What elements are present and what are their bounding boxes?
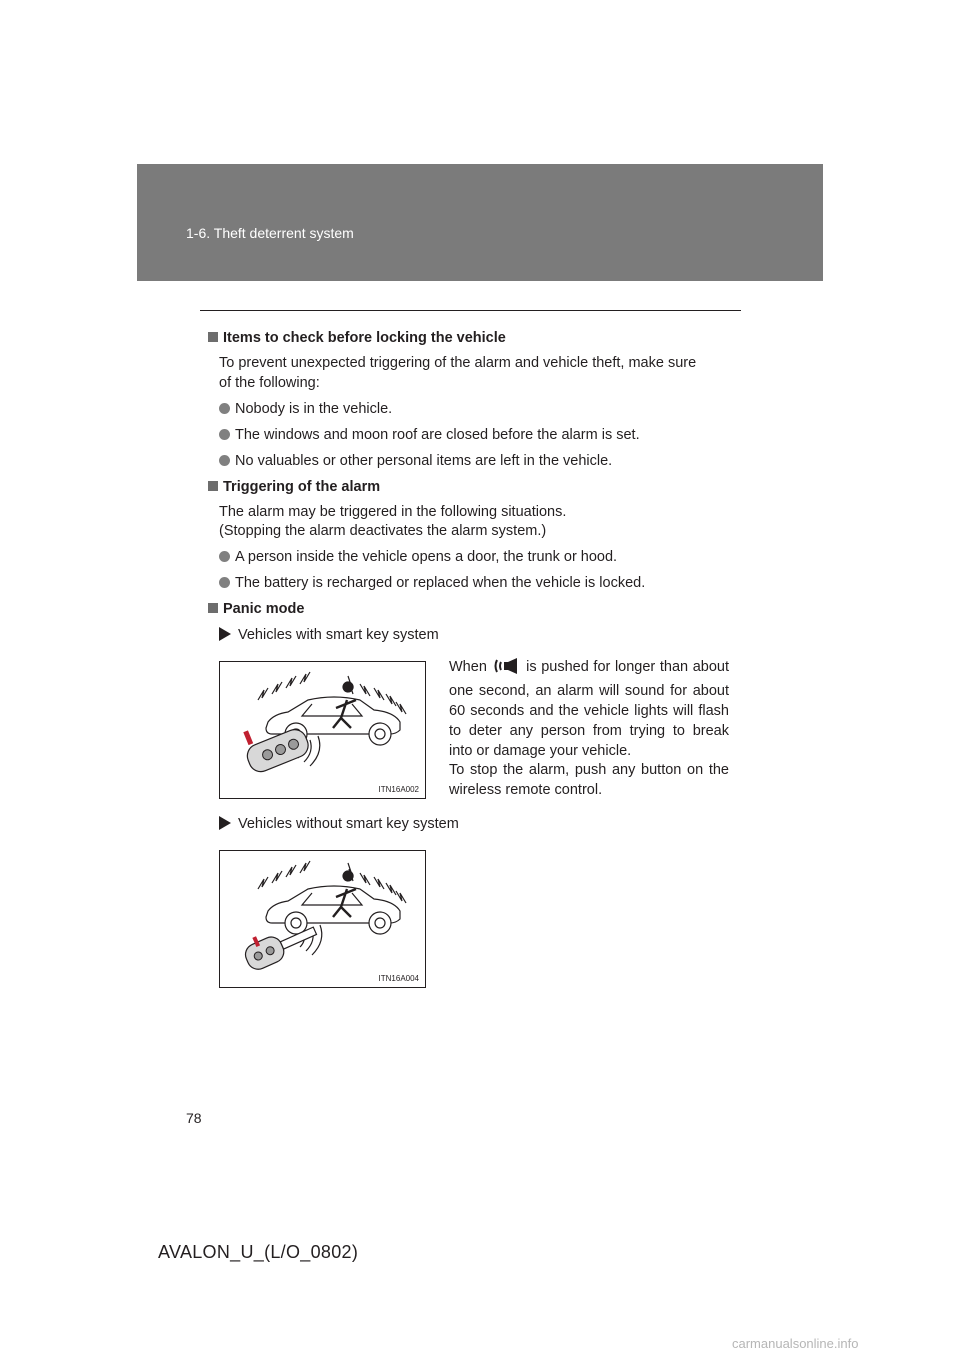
triggering-line2: (Stopping the alarm deactivates the alarm system.) (219, 523, 547, 539)
figure-code: ITN16A004 (378, 974, 419, 983)
bullet-item: No valuables or other personal items are left in the vehicle. (219, 451, 612, 471)
watermark[interactable]: carmanualsonline.info (732, 1336, 859, 1351)
bullet-item: A person inside the vehicle opens a door, the trunk or hood. (219, 547, 617, 567)
bullet-item: The battery is recharged or replaced when the vehicle is locked. (219, 573, 645, 593)
panic-heading: Panic mode (208, 599, 304, 619)
items-check-intro-line1: To prevent unexpected triggering of the alarm and vehicle theft, make sure (219, 355, 697, 371)
items-check-heading: Items to check before locking the vehicle (208, 328, 506, 348)
circle-bullet-icon (219, 429, 230, 440)
items-check-intro-line2: of the following: (219, 375, 320, 391)
panic-description: When is pushed for longer than about one second, an alarm will sound for about 60 seconds and the vehicle lights will flash to deter any person from trying to break into or damage your vehicle. (449, 659, 730, 759)
car-alarm-remote-key-illustration (220, 851, 425, 987)
figure-wireless-remote-alarm (219, 850, 426, 988)
divider-rule (200, 310, 741, 311)
car-alarm-smart-key-illustration (220, 662, 425, 798)
smart-key-label: Vehicles with smart key system (219, 625, 439, 645)
header-band (137, 164, 823, 281)
circle-bullet-icon (219, 455, 230, 466)
square-bullet-icon (208, 481, 218, 491)
circle-bullet-icon (219, 577, 230, 588)
bullet-item: The windows and moon roof are closed before the alarm is set. (219, 425, 640, 445)
panic-button-icon (494, 657, 520, 681)
figure-code: ITN16A002 (378, 785, 419, 794)
section-title: 1-6. Theft deterrent system (186, 225, 354, 241)
square-bullet-icon (208, 603, 218, 613)
circle-bullet-icon (219, 403, 230, 414)
no-smart-key-label: Vehicles without smart key system (219, 814, 459, 834)
panic-stop-text: To stop the alarm, push any button on the wireless remote control. (449, 762, 729, 798)
circle-bullet-icon (219, 551, 230, 562)
triangle-arrow-icon (219, 816, 231, 830)
triggering-heading: Triggering of the alarm (208, 477, 380, 497)
triggering-line1: The alarm may be triggered in the following situations. (219, 504, 567, 520)
footer-code: AVALON_U_(L/O_0802) (158, 1242, 359, 1262)
triangle-arrow-icon (219, 627, 231, 641)
page-number: 78 (186, 1110, 202, 1126)
square-bullet-icon (208, 332, 218, 342)
figure-smart-key-alarm (219, 661, 426, 799)
bullet-item: Nobody is in the vehicle. (219, 399, 392, 419)
